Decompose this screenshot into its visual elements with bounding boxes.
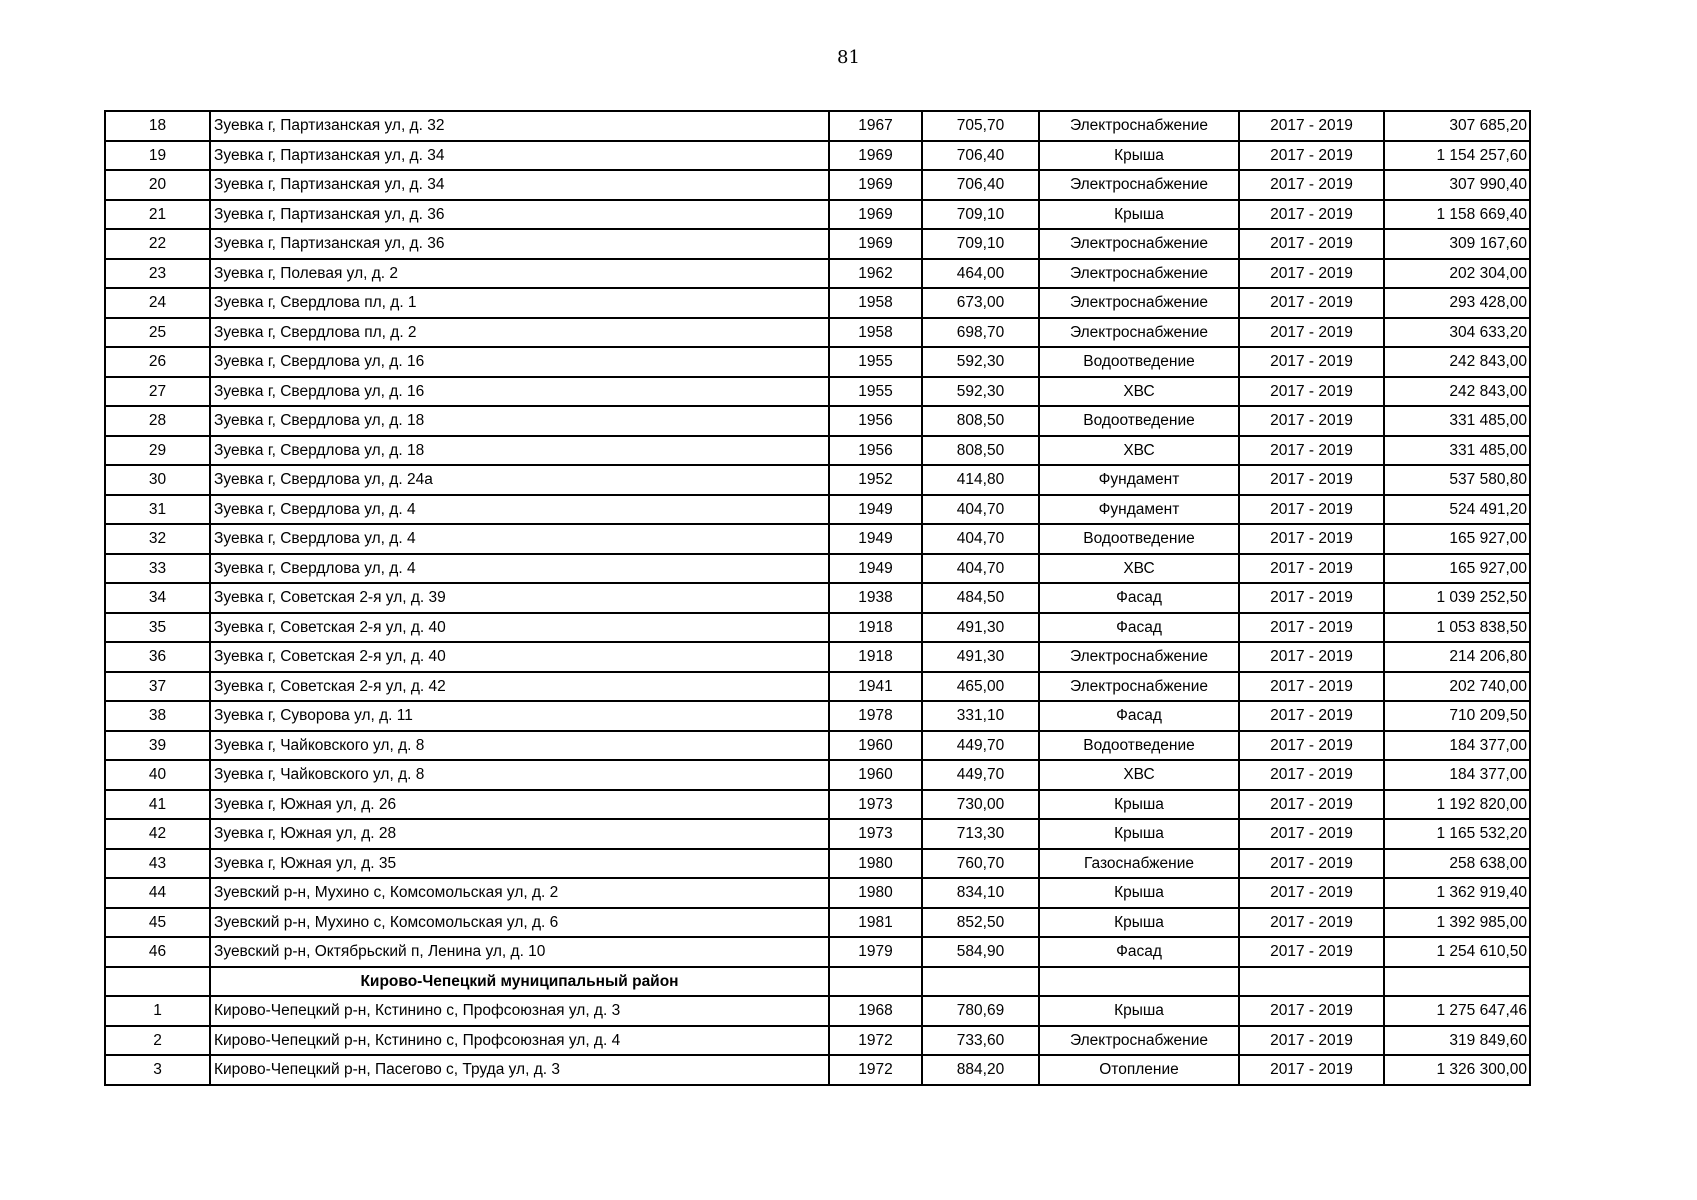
cost-cell: 202 740,00 bbox=[1384, 672, 1530, 702]
cost-cell: 1 362 919,40 bbox=[1384, 878, 1530, 908]
year-built-cell: 1958 bbox=[829, 288, 922, 318]
cost-cell: 1 039 252,50 bbox=[1384, 583, 1530, 613]
table-row bbox=[105, 996, 1530, 1026]
area-cell: 404,70 bbox=[922, 554, 1039, 584]
address-cell: Зуевка г, Суворова ул, д. 11 bbox=[210, 701, 829, 731]
work-type-cell: Водоотведение bbox=[1039, 731, 1239, 761]
cost-cell: 1 053 838,50 bbox=[1384, 613, 1530, 643]
empty-cell bbox=[1239, 967, 1384, 997]
row-number-cell: 1 bbox=[105, 996, 210, 1026]
cost-cell: 1 326 300,00 bbox=[1384, 1055, 1530, 1085]
area-cell: 709,10 bbox=[922, 229, 1039, 259]
row-number-cell: 37 bbox=[105, 672, 210, 702]
row-number-cell: 27 bbox=[105, 377, 210, 407]
area-cell: 404,70 bbox=[922, 524, 1039, 554]
repair-program-table bbox=[104, 110, 1531, 1086]
row-number-cell: 25 bbox=[105, 318, 210, 348]
period-cell: 2017 - 2019 bbox=[1239, 377, 1384, 407]
area-cell: 852,50 bbox=[922, 908, 1039, 938]
cost-cell: 184 377,00 bbox=[1384, 760, 1530, 790]
year-built-cell: 1941 bbox=[829, 672, 922, 702]
table-row bbox=[105, 760, 1530, 790]
period-cell: 2017 - 2019 bbox=[1239, 406, 1384, 436]
area-cell: 733,60 bbox=[922, 1026, 1039, 1056]
work-type-cell: Крыша bbox=[1039, 878, 1239, 908]
address-cell: Зуевка г, Партизанская ул, д. 34 bbox=[210, 170, 829, 200]
year-built-cell: 1973 bbox=[829, 819, 922, 849]
year-built-cell: 1969 bbox=[829, 170, 922, 200]
area-cell: 706,40 bbox=[922, 141, 1039, 171]
year-built-cell: 1969 bbox=[829, 229, 922, 259]
address-cell: Зуевка г, Советская 2-я ул, д. 42 bbox=[210, 672, 829, 702]
area-cell: 592,30 bbox=[922, 347, 1039, 377]
year-built-cell: 1938 bbox=[829, 583, 922, 613]
address-cell: Зуевка г, Свердлова пл, д. 2 bbox=[210, 318, 829, 348]
year-built-cell: 1918 bbox=[829, 642, 922, 672]
cost-cell: 1 275 647,46 bbox=[1384, 996, 1530, 1026]
area-cell: 713,30 bbox=[922, 819, 1039, 849]
table-row bbox=[105, 259, 1530, 289]
year-built-cell: 1967 bbox=[829, 111, 922, 141]
area-cell: 673,00 bbox=[922, 288, 1039, 318]
year-built-cell: 1949 bbox=[829, 495, 922, 525]
work-type-cell: Водоотведение bbox=[1039, 524, 1239, 554]
area-cell: 705,70 bbox=[922, 111, 1039, 141]
row-number-cell: 36 bbox=[105, 642, 210, 672]
row-number-cell: 18 bbox=[105, 111, 210, 141]
period-cell: 2017 - 2019 bbox=[1239, 1055, 1384, 1085]
address-cell: Зуевка г, Южная ул, д. 26 bbox=[210, 790, 829, 820]
address-cell: Кирово-Чепецкий р-н, Пасегово с, Труда ул, д. 3 bbox=[210, 1055, 829, 1085]
row-number-cell: 28 bbox=[105, 406, 210, 436]
address-cell: Зуевка г, Южная ул, д. 35 bbox=[210, 849, 829, 879]
year-built-cell: 1968 bbox=[829, 996, 922, 1026]
row-number-cell: 42 bbox=[105, 819, 210, 849]
area-cell: 592,30 bbox=[922, 377, 1039, 407]
year-built-cell: 1949 bbox=[829, 554, 922, 584]
period-cell: 2017 - 2019 bbox=[1239, 1026, 1384, 1056]
row-number-cell: 26 bbox=[105, 347, 210, 377]
period-cell: 2017 - 2019 bbox=[1239, 141, 1384, 171]
year-built-cell: 1958 bbox=[829, 318, 922, 348]
period-cell: 2017 - 2019 bbox=[1239, 347, 1384, 377]
table-row bbox=[105, 849, 1530, 879]
cost-cell: 1 158 669,40 bbox=[1384, 200, 1530, 230]
work-type-cell: Электроснабжение bbox=[1039, 170, 1239, 200]
period-cell: 2017 - 2019 bbox=[1239, 642, 1384, 672]
row-number-cell: 21 bbox=[105, 200, 210, 230]
address-cell: Зуевский р-н, Мухино с, Комсомольская ул, д. 6 bbox=[210, 908, 829, 938]
year-built-cell: 1956 bbox=[829, 406, 922, 436]
period-cell: 2017 - 2019 bbox=[1239, 200, 1384, 230]
empty-cell bbox=[922, 967, 1039, 997]
year-built-cell: 1952 bbox=[829, 465, 922, 495]
address-cell: Зуевка г, Свердлова ул, д. 16 bbox=[210, 347, 829, 377]
area-cell: 404,70 bbox=[922, 495, 1039, 525]
year-built-cell: 1972 bbox=[829, 1055, 922, 1085]
table-row bbox=[105, 583, 1530, 613]
row-number-cell: 31 bbox=[105, 495, 210, 525]
table-row bbox=[105, 701, 1530, 731]
year-built-cell: 1960 bbox=[829, 731, 922, 761]
work-type-cell: Фасад bbox=[1039, 613, 1239, 643]
work-type-cell: Крыша bbox=[1039, 790, 1239, 820]
table-row bbox=[105, 111, 1530, 141]
work-type-cell: Фасад bbox=[1039, 583, 1239, 613]
work-type-cell: Электроснабжение bbox=[1039, 642, 1239, 672]
address-cell: Зуевка г, Свердлова ул, д. 16 bbox=[210, 377, 829, 407]
row-number-cell: 29 bbox=[105, 436, 210, 466]
year-built-cell: 1969 bbox=[829, 200, 922, 230]
year-built-cell: 1980 bbox=[829, 849, 922, 879]
work-type-cell: Крыша bbox=[1039, 908, 1239, 938]
work-type-cell: Газоснабжение bbox=[1039, 849, 1239, 879]
table-row bbox=[105, 465, 1530, 495]
year-built-cell: 1979 bbox=[829, 937, 922, 967]
cost-cell: 319 849,60 bbox=[1384, 1026, 1530, 1056]
area-cell: 698,70 bbox=[922, 318, 1039, 348]
area-cell: 808,50 bbox=[922, 436, 1039, 466]
work-type-cell: Фасад bbox=[1039, 701, 1239, 731]
cost-cell: 293 428,00 bbox=[1384, 288, 1530, 318]
area-cell: 834,10 bbox=[922, 878, 1039, 908]
address-cell: Зуевка г, Свердлова ул, д. 4 bbox=[210, 554, 829, 584]
table-row bbox=[105, 819, 1530, 849]
table-row bbox=[105, 318, 1530, 348]
work-type-cell: Крыша bbox=[1039, 141, 1239, 171]
address-cell: Зуевка г, Партизанская ул, д. 36 bbox=[210, 229, 829, 259]
period-cell: 2017 - 2019 bbox=[1239, 613, 1384, 643]
cost-cell: 309 167,60 bbox=[1384, 229, 1530, 259]
period-cell: 2017 - 2019 bbox=[1239, 937, 1384, 967]
row-number-cell: 39 bbox=[105, 731, 210, 761]
year-built-cell: 1949 bbox=[829, 524, 922, 554]
address-cell: Зуевка г, Партизанская ул, д. 34 bbox=[210, 141, 829, 171]
section-header-row bbox=[105, 967, 1530, 997]
row-number-cell: 20 bbox=[105, 170, 210, 200]
address-cell: Зуевка г, Свердлова ул, д. 18 bbox=[210, 406, 829, 436]
work-type-cell: ХВС bbox=[1039, 554, 1239, 584]
period-cell: 2017 - 2019 bbox=[1239, 760, 1384, 790]
area-cell: 706,40 bbox=[922, 170, 1039, 200]
page-number: 81 bbox=[837, 47, 860, 68]
address-cell: Зуевка г, Свердлова ул, д. 4 bbox=[210, 495, 829, 525]
area-cell: 449,70 bbox=[922, 760, 1039, 790]
address-cell: Кирово-Чепецкий р-н, Кстинино с, Профсоюзная ул, д. 4 bbox=[210, 1026, 829, 1056]
address-cell: Зуевка г, Чайковского ул, д. 8 bbox=[210, 731, 829, 761]
cost-cell: 307 990,40 bbox=[1384, 170, 1530, 200]
area-cell: 464,00 bbox=[922, 259, 1039, 289]
section-title: Кирово-Чепецкий муниципальный район bbox=[210, 967, 829, 997]
row-number-cell: 32 bbox=[105, 524, 210, 554]
period-cell: 2017 - 2019 bbox=[1239, 524, 1384, 554]
area-cell: 884,20 bbox=[922, 1055, 1039, 1085]
area-cell: 584,90 bbox=[922, 937, 1039, 967]
work-type-cell: Электроснабжение bbox=[1039, 288, 1239, 318]
table-row bbox=[105, 200, 1530, 230]
table-row bbox=[105, 170, 1530, 200]
empty-cell bbox=[1039, 967, 1239, 997]
period-cell: 2017 - 2019 bbox=[1239, 259, 1384, 289]
table-row bbox=[105, 524, 1530, 554]
table-row bbox=[105, 554, 1530, 584]
period-cell: 2017 - 2019 bbox=[1239, 583, 1384, 613]
table-row bbox=[105, 937, 1530, 967]
period-cell: 2017 - 2019 bbox=[1239, 318, 1384, 348]
empty-cell bbox=[1384, 967, 1530, 997]
cost-cell: 1 254 610,50 bbox=[1384, 937, 1530, 967]
row-number-cell: 23 bbox=[105, 259, 210, 289]
year-built-cell: 1973 bbox=[829, 790, 922, 820]
period-cell: 2017 - 2019 bbox=[1239, 554, 1384, 584]
empty-cell bbox=[829, 967, 922, 997]
area-cell: 484,50 bbox=[922, 583, 1039, 613]
table-row bbox=[105, 495, 1530, 525]
table-row bbox=[105, 141, 1530, 171]
period-cell: 2017 - 2019 bbox=[1239, 170, 1384, 200]
address-cell: Зуевский р-н, Октябрьский п, Ленина ул, д. 10 bbox=[210, 937, 829, 967]
work-type-cell: Отопление bbox=[1039, 1055, 1239, 1085]
area-cell: 760,70 bbox=[922, 849, 1039, 879]
period-cell: 2017 - 2019 bbox=[1239, 996, 1384, 1026]
work-type-cell: Водоотведение bbox=[1039, 347, 1239, 377]
area-cell: 730,00 bbox=[922, 790, 1039, 820]
cost-cell: 710 209,50 bbox=[1384, 701, 1530, 731]
address-cell: Зуевка г, Полевая ул, д. 2 bbox=[210, 259, 829, 289]
cost-cell: 242 843,00 bbox=[1384, 347, 1530, 377]
year-built-cell: 1972 bbox=[829, 1026, 922, 1056]
cost-cell: 1 392 985,00 bbox=[1384, 908, 1530, 938]
cost-cell: 1 192 820,00 bbox=[1384, 790, 1530, 820]
cost-cell: 331 485,00 bbox=[1384, 436, 1530, 466]
work-type-cell: Электроснабжение bbox=[1039, 229, 1239, 259]
year-built-cell: 1960 bbox=[829, 760, 922, 790]
period-cell: 2017 - 2019 bbox=[1239, 288, 1384, 318]
cost-cell: 537 580,80 bbox=[1384, 465, 1530, 495]
row-number-cell: 24 bbox=[105, 288, 210, 318]
year-built-cell: 1918 bbox=[829, 613, 922, 643]
period-cell: 2017 - 2019 bbox=[1239, 495, 1384, 525]
row-number-cell: 35 bbox=[105, 613, 210, 643]
period-cell: 2017 - 2019 bbox=[1239, 819, 1384, 849]
table-row bbox=[105, 288, 1530, 318]
row-number-cell: 22 bbox=[105, 229, 210, 259]
table-row bbox=[105, 790, 1530, 820]
work-type-cell: Электроснабжение bbox=[1039, 318, 1239, 348]
work-type-cell: Электроснабжение bbox=[1039, 672, 1239, 702]
table-row bbox=[105, 436, 1530, 466]
table-row bbox=[105, 1026, 1530, 1056]
period-cell: 2017 - 2019 bbox=[1239, 672, 1384, 702]
address-cell: Зуевский р-н, Мухино с, Комсомольская ул, д. 2 bbox=[210, 878, 829, 908]
row-number-cell: 43 bbox=[105, 849, 210, 879]
work-type-cell: Фундамент bbox=[1039, 465, 1239, 495]
address-cell: Зуевка г, Советская 2-я ул, д. 39 bbox=[210, 583, 829, 613]
cost-cell: 165 927,00 bbox=[1384, 554, 1530, 584]
period-cell: 2017 - 2019 bbox=[1239, 849, 1384, 879]
work-type-cell: Фундамент bbox=[1039, 495, 1239, 525]
year-built-cell: 1981 bbox=[829, 908, 922, 938]
period-cell: 2017 - 2019 bbox=[1239, 436, 1384, 466]
cost-cell: 331 485,00 bbox=[1384, 406, 1530, 436]
row-number-cell: 19 bbox=[105, 141, 210, 171]
table-row bbox=[105, 229, 1530, 259]
period-cell: 2017 - 2019 bbox=[1239, 465, 1384, 495]
year-built-cell: 1955 bbox=[829, 377, 922, 407]
table-row bbox=[105, 347, 1530, 377]
area-cell: 709,10 bbox=[922, 200, 1039, 230]
cost-cell: 1 165 532,20 bbox=[1384, 819, 1530, 849]
cost-cell: 307 685,20 bbox=[1384, 111, 1530, 141]
cost-cell: 258 638,00 bbox=[1384, 849, 1530, 879]
area-cell: 491,30 bbox=[922, 642, 1039, 672]
area-cell: 449,70 bbox=[922, 731, 1039, 761]
period-cell: 2017 - 2019 bbox=[1239, 790, 1384, 820]
address-cell: Зуевка г, Партизанская ул, д. 32 bbox=[210, 111, 829, 141]
row-number-cell: 40 bbox=[105, 760, 210, 790]
row-number-cell: 38 bbox=[105, 701, 210, 731]
work-type-cell: Электроснабжение bbox=[1039, 259, 1239, 289]
work-type-cell: ХВС bbox=[1039, 377, 1239, 407]
row-number-cell: 2 bbox=[105, 1026, 210, 1056]
area-cell: 491,30 bbox=[922, 613, 1039, 643]
period-cell: 2017 - 2019 bbox=[1239, 878, 1384, 908]
address-cell: Кирово-Чепецкий р-н, Кстинино с, Профсоюзная ул, д. 3 bbox=[210, 996, 829, 1026]
work-type-cell: Электроснабжение bbox=[1039, 111, 1239, 141]
address-cell: Зуевка г, Чайковского ул, д. 8 bbox=[210, 760, 829, 790]
cost-cell: 184 377,00 bbox=[1384, 731, 1530, 761]
table-row bbox=[105, 878, 1530, 908]
work-type-cell: ХВС bbox=[1039, 760, 1239, 790]
area-cell: 414,80 bbox=[922, 465, 1039, 495]
work-type-cell: Крыша bbox=[1039, 819, 1239, 849]
cost-cell: 1 154 257,60 bbox=[1384, 141, 1530, 171]
address-cell: Зуевка г, Советская 2-я ул, д. 40 bbox=[210, 613, 829, 643]
work-type-cell: ХВС bbox=[1039, 436, 1239, 466]
row-number-cell: 41 bbox=[105, 790, 210, 820]
table-row bbox=[105, 731, 1530, 761]
table-row bbox=[105, 672, 1530, 702]
table-row bbox=[105, 406, 1530, 436]
period-cell: 2017 - 2019 bbox=[1239, 229, 1384, 259]
cost-cell: 202 304,00 bbox=[1384, 259, 1530, 289]
address-cell: Зуевка г, Советская 2-я ул, д. 40 bbox=[210, 642, 829, 672]
table-row bbox=[105, 377, 1530, 407]
period-cell: 2017 - 2019 bbox=[1239, 908, 1384, 938]
cost-cell: 304 633,20 bbox=[1384, 318, 1530, 348]
row-number-cell: 33 bbox=[105, 554, 210, 584]
cost-cell: 165 927,00 bbox=[1384, 524, 1530, 554]
row-number-cell: 30 bbox=[105, 465, 210, 495]
table-row bbox=[105, 642, 1530, 672]
work-type-cell: Фасад bbox=[1039, 937, 1239, 967]
work-type-cell: Электроснабжение bbox=[1039, 1026, 1239, 1056]
cost-cell: 524 491,20 bbox=[1384, 495, 1530, 525]
year-built-cell: 1955 bbox=[829, 347, 922, 377]
row-number-cell: 45 bbox=[105, 908, 210, 938]
period-cell: 2017 - 2019 bbox=[1239, 731, 1384, 761]
year-built-cell: 1978 bbox=[829, 701, 922, 731]
work-type-cell: Крыша bbox=[1039, 200, 1239, 230]
table-row bbox=[105, 908, 1530, 938]
address-cell: Зуевка г, Южная ул, д. 28 bbox=[210, 819, 829, 849]
work-type-cell: Водоотведение bbox=[1039, 406, 1239, 436]
area-cell: 465,00 bbox=[922, 672, 1039, 702]
work-type-cell: Крыша bbox=[1039, 996, 1239, 1026]
table-row bbox=[105, 613, 1530, 643]
row-number-cell: 44 bbox=[105, 878, 210, 908]
cost-cell: 242 843,00 bbox=[1384, 377, 1530, 407]
row-number-cell: 46 bbox=[105, 937, 210, 967]
year-built-cell: 1956 bbox=[829, 436, 922, 466]
table-row bbox=[105, 1055, 1530, 1085]
address-cell: Зуевка г, Партизанская ул, д. 36 bbox=[210, 200, 829, 230]
area-cell: 331,10 bbox=[922, 701, 1039, 731]
area-cell: 780,69 bbox=[922, 996, 1039, 1026]
year-built-cell: 1969 bbox=[829, 141, 922, 171]
period-cell: 2017 - 2019 bbox=[1239, 111, 1384, 141]
table-body bbox=[105, 111, 1530, 1085]
area-cell: 808,50 bbox=[922, 406, 1039, 436]
year-built-cell: 1980 bbox=[829, 878, 922, 908]
cost-cell: 214 206,80 bbox=[1384, 642, 1530, 672]
address-cell: Зуевка г, Свердлова пл, д. 1 bbox=[210, 288, 829, 318]
address-cell: Зуевка г, Свердлова ул, д. 4 bbox=[210, 524, 829, 554]
row-number-cell: 34 bbox=[105, 583, 210, 613]
year-built-cell: 1962 bbox=[829, 259, 922, 289]
period-cell: 2017 - 2019 bbox=[1239, 701, 1384, 731]
row-number-cell: 3 bbox=[105, 1055, 210, 1085]
address-cell: Зуевка г, Свердлова ул, д. 24а bbox=[210, 465, 829, 495]
address-cell: Зуевка г, Свердлова ул, д. 18 bbox=[210, 436, 829, 466]
empty-cell bbox=[105, 967, 210, 997]
